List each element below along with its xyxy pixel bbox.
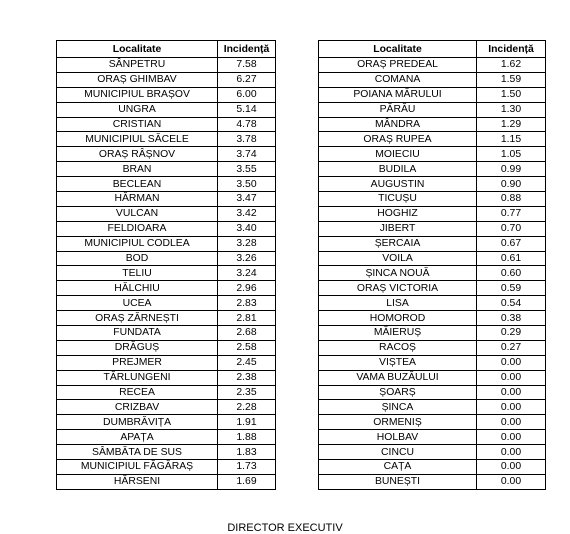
table-row: [319, 192, 546, 207]
incidenta-cell: 7.58: [218, 58, 276, 73]
table-row: [57, 236, 276, 251]
incidenta-cell: 2.58: [218, 340, 276, 355]
table-row: [319, 87, 546, 102]
localitate-cell: HOMOROD: [319, 311, 477, 326]
column-header-incidenta: Incidență: [218, 41, 276, 58]
table-row: [57, 251, 276, 266]
table-row: [57, 415, 276, 430]
localitate-cell: ORAȘ RUPEA: [319, 132, 477, 147]
table-row: [57, 430, 276, 445]
localitate-cell: TELIU: [57, 266, 218, 281]
incidenta-cell: 2.83: [218, 296, 276, 311]
incidenta-cell: 1.69: [218, 474, 276, 489]
table-row: [319, 460, 546, 475]
table-row: [57, 72, 276, 87]
incidenta-cell: 0.00: [477, 445, 546, 460]
table-row: [319, 117, 546, 132]
incidenta-cell: 6.27: [218, 72, 276, 87]
localitate-cell: JIBERT: [319, 221, 477, 236]
table-row: [319, 132, 546, 147]
localitate-cell: MOIECIU: [319, 147, 477, 162]
table-row: [57, 400, 276, 415]
localitate-cell: HOLBAV: [319, 430, 477, 445]
incidenta-cell: 0.70: [477, 221, 546, 236]
incidenta-cell: 0.77: [477, 206, 546, 221]
incidenta-cell: 1.73: [218, 460, 276, 475]
table-row: [57, 266, 276, 281]
incidenta-cell: 1.59: [477, 72, 546, 87]
incidenta-cell: 3.24: [218, 266, 276, 281]
incidenta-cell: 0.00: [477, 370, 546, 385]
localitate-cell: PĂRĂU: [319, 102, 477, 117]
localitate-cell: UNGRA: [57, 102, 218, 117]
table-row: [57, 355, 276, 370]
table-row: [319, 430, 546, 445]
table-row: [57, 385, 276, 400]
incidenta-cell: 1.15: [477, 132, 546, 147]
localitate-cell: ORAȘ RÂȘNOV: [57, 147, 218, 162]
incidenta-cell: 1.83: [218, 445, 276, 460]
table-row: [57, 221, 276, 236]
incidenta-cell: 1.05: [477, 147, 546, 162]
localitate-cell: ȘOARȘ: [319, 385, 477, 400]
table-row: [57, 132, 276, 147]
localitate-cell: ORAȘ PREDEAL: [319, 58, 477, 73]
localitate-cell: UCEA: [57, 296, 218, 311]
table-row: [319, 296, 546, 311]
incidenta-cell: 2.81: [218, 311, 276, 326]
column-header-localitate: Localitate: [319, 41, 477, 58]
incidenta-cell: 0.60: [477, 266, 546, 281]
localitate-cell: VIȘTEA: [319, 355, 477, 370]
incidenta-cell: 4.78: [218, 117, 276, 132]
incidenta-cell: 2.35: [218, 385, 276, 400]
table-row: [319, 474, 546, 489]
localitate-cell: PREJMER: [57, 355, 218, 370]
table-row: [319, 251, 546, 266]
table-row: [319, 162, 546, 177]
localitate-cell: ORMENIȘ: [319, 415, 477, 430]
table-header-row: [319, 41, 546, 58]
incidence-table-right: [318, 40, 546, 490]
localitate-cell: BECLEAN: [57, 177, 218, 192]
table-row: [319, 221, 546, 236]
localitate-cell: HĂLCHIU: [57, 281, 218, 296]
incidenta-cell: 1.29: [477, 117, 546, 132]
table-row: [57, 296, 276, 311]
localitate-cell: TICUȘU: [319, 192, 477, 207]
table-row: [319, 102, 546, 117]
localitate-cell: POIANA MĂRULUI: [319, 87, 477, 102]
incidenta-cell: 1.30: [477, 102, 546, 117]
localitate-cell: CRISTIAN: [57, 117, 218, 132]
localitate-cell: VULCAN: [57, 206, 218, 221]
incidenta-cell: 0.61: [477, 251, 546, 266]
incidenta-cell: 0.27: [477, 340, 546, 355]
localitate-cell: CRIZBAV: [57, 400, 218, 415]
localitate-cell: MĂIERUȘ: [319, 326, 477, 341]
localitate-cell: CAȚA: [319, 460, 477, 475]
table-row: [57, 474, 276, 489]
table-row: [57, 192, 276, 207]
table-row: [319, 415, 546, 430]
localitate-cell: MÂNDRA: [319, 117, 477, 132]
incidenta-cell: 1.88: [218, 430, 276, 445]
localitate-cell: ȘINCA: [319, 400, 477, 415]
localitate-cell: HĂRSENI: [57, 474, 218, 489]
incidenta-cell: 3.40: [218, 221, 276, 236]
table-row: [319, 206, 546, 221]
localitate-cell: BUNEȘTI: [319, 474, 477, 489]
table-row: [319, 340, 546, 355]
localitate-cell: FUNDATA: [57, 326, 218, 341]
incidenta-cell: 3.55: [218, 162, 276, 177]
incidenta-cell: 0.00: [477, 474, 546, 489]
incidenta-cell: 5.14: [218, 102, 276, 117]
table-row: [57, 177, 276, 192]
localitate-cell: SÂMBĂTA DE SUS: [57, 445, 218, 460]
localitate-cell: LISA: [319, 296, 477, 311]
incidenta-cell: 2.38: [218, 370, 276, 385]
table-row: [319, 355, 546, 370]
incidenta-cell: 1.62: [477, 58, 546, 73]
incidenta-cell: 2.45: [218, 355, 276, 370]
table-row: [57, 117, 276, 132]
localitate-cell: VOILA: [319, 251, 477, 266]
localitate-cell: ORAȘ VICTORIA: [319, 281, 477, 296]
incidenta-cell: 3.78: [218, 132, 276, 147]
incidenta-cell: 0.88: [477, 192, 546, 207]
localitate-cell: TĂRLUNGENI: [57, 370, 218, 385]
incidenta-cell: 3.47: [218, 192, 276, 207]
localitate-cell: APAȚA: [57, 430, 218, 445]
table-row: [57, 102, 276, 117]
incidenta-cell: 0.90: [477, 177, 546, 192]
incidenta-cell: 0.54: [477, 296, 546, 311]
incidenta-cell: 0.38: [477, 311, 546, 326]
incidenta-cell: 0.00: [477, 460, 546, 475]
table-row: [57, 445, 276, 460]
director-executiv-label: DIRECTOR EXECUTIV: [227, 522, 343, 534]
localitate-cell: FELDIOARA: [57, 221, 218, 236]
incidence-table-left: [56, 40, 276, 490]
localitate-cell: BRAN: [57, 162, 218, 177]
table-row: [57, 460, 276, 475]
localitate-cell: MUNICIPIUL CODLEA: [57, 236, 218, 251]
incidenta-cell: 0.67: [477, 236, 546, 251]
column-header-localitate: Localitate: [57, 41, 218, 58]
table-row: [319, 147, 546, 162]
localitate-cell: DRĂGUȘ: [57, 340, 218, 355]
incidenta-cell: 2.96: [218, 281, 276, 296]
table-row: [319, 311, 546, 326]
localitate-cell: ȘERCAIA: [319, 236, 477, 251]
incidenta-cell: 1.50: [477, 87, 546, 102]
localitate-cell: COMANA: [319, 72, 477, 87]
incidenta-cell: 3.26: [218, 251, 276, 266]
localitate-cell: MUNICIPIUL BRAȘOV: [57, 87, 218, 102]
incidenta-cell: 1.91: [218, 415, 276, 430]
localitate-cell: VAMA BUZĂULUI: [319, 370, 477, 385]
table-row: [319, 266, 546, 281]
localitate-cell: RECEA: [57, 385, 218, 400]
localitate-cell: DUMBRĂVIȚA: [57, 415, 218, 430]
incidenta-cell: 0.00: [477, 385, 546, 400]
table-row: [319, 58, 546, 73]
incidenta-cell: 0.00: [477, 430, 546, 445]
table-row: [319, 281, 546, 296]
localitate-cell: BOD: [57, 251, 218, 266]
table-row: [319, 370, 546, 385]
localitate-cell: RACOȘ: [319, 340, 477, 355]
localitate-cell: ȘINCA NOUĂ: [319, 266, 477, 281]
table-row: [319, 400, 546, 415]
table-row: [57, 340, 276, 355]
table-row: [57, 206, 276, 221]
incidenta-cell: 3.50: [218, 177, 276, 192]
table-row: [57, 311, 276, 326]
localitate-cell: MUNICIPIUL SĂCELE: [57, 132, 218, 147]
incidenta-cell: 6.00: [218, 87, 276, 102]
localitate-cell: ORAȘ ZĂRNEȘTI: [57, 311, 218, 326]
table-row: [57, 58, 276, 73]
localitate-cell: BUDILA: [319, 162, 477, 177]
table-row: [57, 326, 276, 341]
table-row: [319, 236, 546, 251]
table-row: [319, 177, 546, 192]
incidenta-cell: 3.74: [218, 147, 276, 162]
table-row: [319, 326, 546, 341]
localitate-cell: MUNICIPIUL FĂGĂRAȘ: [57, 460, 218, 475]
table-row: [319, 72, 546, 87]
table-row: [57, 87, 276, 102]
incidenta-cell: 3.28: [218, 236, 276, 251]
table-row: [57, 147, 276, 162]
column-header-incidenta: Incidență: [477, 41, 546, 58]
incidenta-cell: 0.00: [477, 355, 546, 370]
incidenta-cell: 0.59: [477, 281, 546, 296]
localitate-cell: SÂNPETRU: [57, 58, 218, 73]
table-row: [57, 281, 276, 296]
localitate-cell: HOGHIZ: [319, 206, 477, 221]
table-row: [319, 385, 546, 400]
localitate-cell: ORAȘ GHIMBAV: [57, 72, 218, 87]
incidenta-cell: 0.29: [477, 326, 546, 341]
incidenta-cell: 0.00: [477, 415, 546, 430]
localitate-cell: CINCU: [319, 445, 477, 460]
table-row: [57, 370, 276, 385]
table-row: [319, 445, 546, 460]
incidenta-cell: 2.68: [218, 326, 276, 341]
localitate-cell: HĂRMAN: [57, 192, 218, 207]
incidenta-cell: 0.00: [477, 400, 546, 415]
table-header-row: [57, 41, 276, 58]
table-row: [57, 162, 276, 177]
incidenta-cell: 3.42: [218, 206, 276, 221]
localitate-cell: AUGUSTIN: [319, 177, 477, 192]
incidenta-cell: 0.99: [477, 162, 546, 177]
incidenta-cell: 2.28: [218, 400, 276, 415]
